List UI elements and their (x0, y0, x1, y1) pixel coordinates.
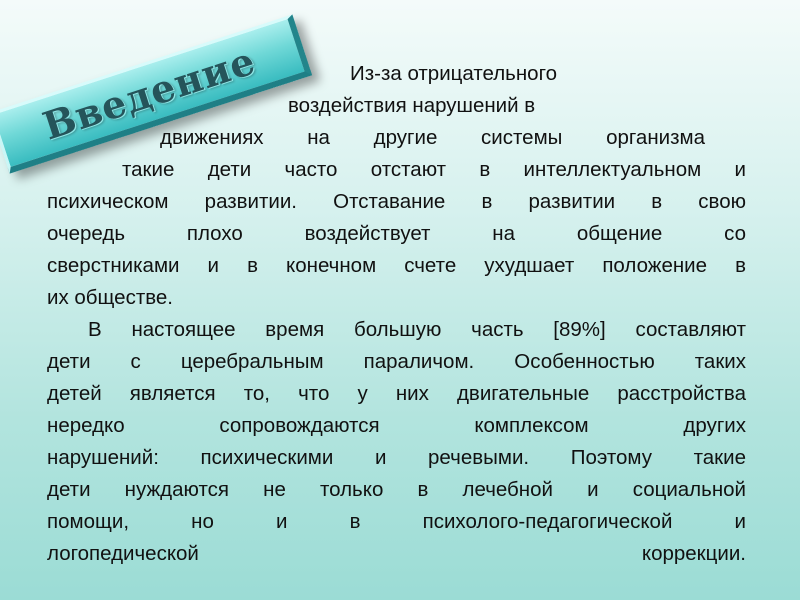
text-line: психическом развитии. Отставание в развитии в свою (47, 190, 746, 213)
text-line: дети с церебральным параличом. Особенностью таких (47, 350, 746, 373)
text-line: движениях на другие системы организма (160, 126, 705, 149)
text-line: помощи, но и в психолого-педагогической и (47, 510, 746, 533)
text-line: воздействия нарушений в (288, 94, 536, 117)
text-line: Из-за отрицательного (350, 62, 558, 85)
slide-title: Введение (37, 37, 261, 149)
text-line: очередь плохо воздействует на общение со (47, 222, 746, 245)
text-line: их обществе. (47, 286, 173, 309)
text-line: нередко сопровождаются комплексом других (47, 414, 746, 437)
text-line: логопедической коррекции. (47, 542, 746, 565)
text-line: детей является то, что у них двигательные расстройства (47, 382, 746, 405)
text-line: В настоящее время большую часть [89%] составляют (88, 318, 746, 341)
text-line: такие дети часто отстают в интеллектуальном и (122, 158, 746, 181)
text-line: нарушений: психическими и речевыми. Поэтому такие (47, 446, 746, 469)
text-line: дети нуждаются не только в лечебной и социальной (47, 478, 746, 501)
text-line: сверстниками и в конечном счете ухудшает положение в (47, 254, 746, 277)
